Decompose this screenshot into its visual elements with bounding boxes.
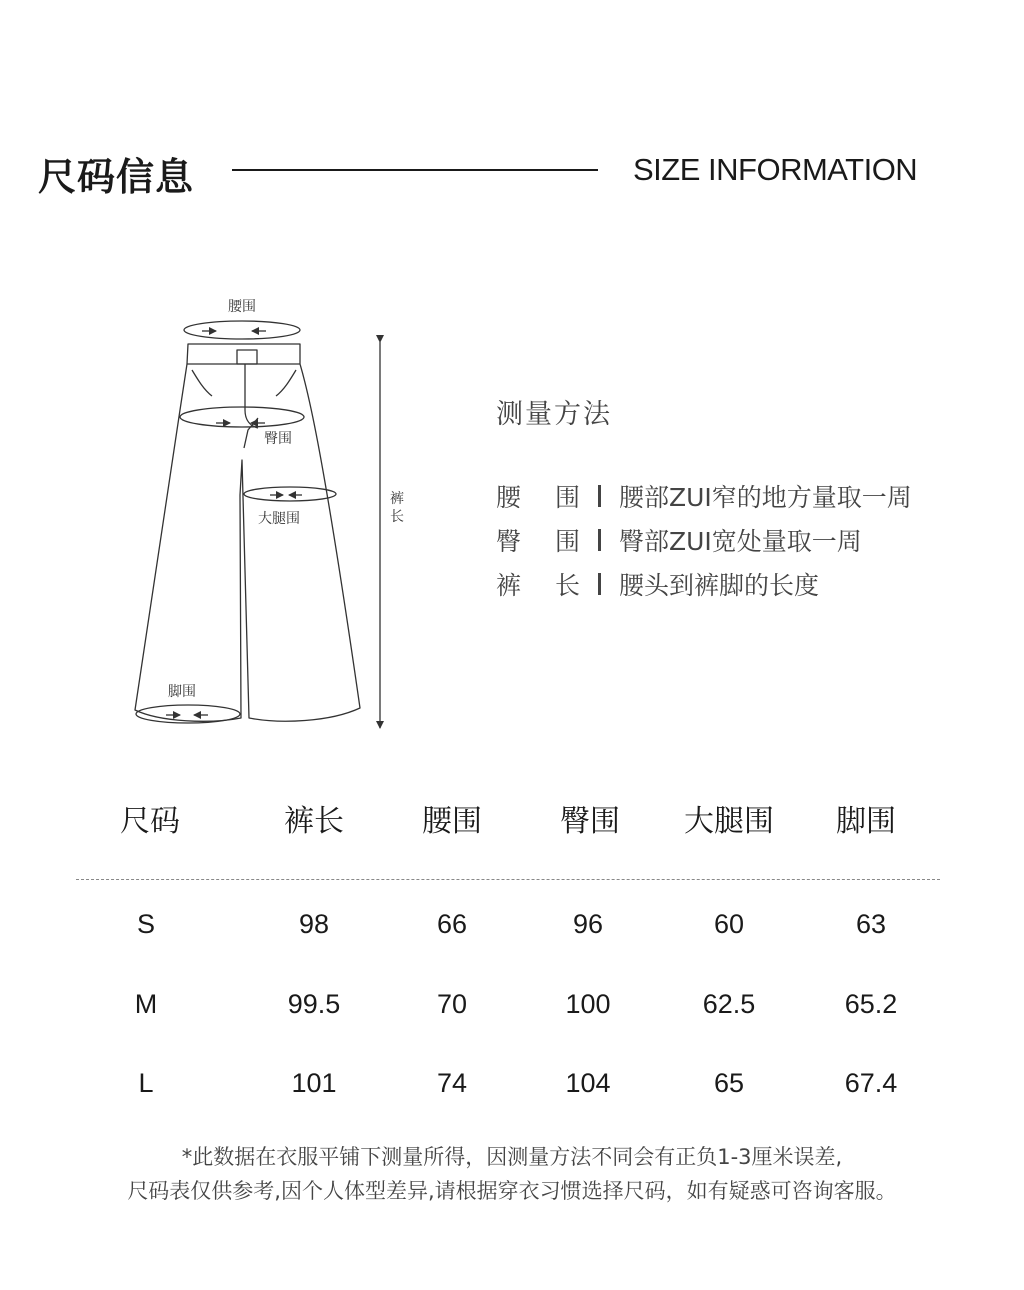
table-header-thigh: 大腿围: [684, 804, 774, 839]
table-cell: 60: [713, 909, 745, 939]
table-cell: 63: [855, 909, 887, 939]
method-description: 臀部ZUI宽处量取一周: [619, 527, 862, 556]
waist-ellipse: [184, 321, 300, 339]
waist-label: 腰围: [228, 299, 256, 315]
method-row-waist: [496, 478, 912, 514]
page-title: 尺码信息: [38, 155, 195, 199]
thigh-ellipse: [244, 487, 336, 501]
page-title-english: SIZE INFORMATION: [633, 152, 918, 187]
table-divider: [76, 879, 940, 880]
pants-measurement-diagram: [120, 290, 420, 740]
method-separator: [598, 485, 601, 507]
length-label-bottom: 长: [390, 509, 404, 525]
method-description: 腰部ZUI窄的地方量取一周: [619, 483, 912, 512]
footnote-line-1: *此数据在衣服平铺下测量所得，因测量方法不同会有正负1-3厘米误差,: [181, 1145, 843, 1169]
table-cell: 104: [565, 1068, 611, 1098]
table-header-hip: 臀围: [560, 804, 620, 839]
method-separator: [598, 573, 601, 595]
method-term-char: 臀: [496, 527, 522, 556]
method-term-char: 围: [554, 527, 580, 556]
method-term-char: 裤: [496, 571, 522, 600]
table-cell: 66: [436, 909, 468, 939]
table-cell: M: [134, 989, 158, 1019]
length-label-top: 裤: [390, 491, 404, 507]
right-pocket: [276, 370, 296, 396]
method-row-hip: [496, 522, 862, 558]
left-pocket: [192, 370, 212, 396]
fly-seam: [245, 364, 258, 428]
table-header-hem: 脚围: [836, 804, 896, 839]
table-cell: 65.2: [844, 989, 898, 1019]
method-term: [496, 522, 580, 558]
table-cell: 74: [436, 1068, 468, 1098]
table-cell: 98: [298, 909, 330, 939]
method-term-char: 长: [554, 571, 580, 600]
table-cell: 62.5: [702, 989, 756, 1019]
method-separator: [598, 529, 601, 551]
method-description: 腰头到裤脚的长度: [619, 571, 820, 600]
button-tab: [237, 350, 257, 364]
pants-outline: [135, 344, 360, 721]
table-header-waist: 腰围: [422, 804, 482, 839]
method-term: [496, 478, 580, 514]
thigh-label: 大腿围: [258, 511, 300, 527]
table-cell: 99.5: [287, 989, 341, 1019]
hem-label: 脚围: [168, 684, 196, 700]
method-term: [496, 566, 580, 602]
table-cell: 70: [436, 989, 468, 1019]
table-cell: 96: [572, 909, 604, 939]
table-cell: 65: [713, 1068, 745, 1098]
method-row-length: [496, 566, 819, 602]
table-cell: L: [138, 1068, 154, 1098]
table-cell: 67.4: [844, 1068, 898, 1098]
hip-label: 臀围: [264, 431, 292, 447]
method-term-char: 腰: [496, 483, 522, 512]
table-header-size: 尺码: [120, 804, 180, 839]
header-divider: [232, 169, 598, 171]
method-title: 测量方法: [496, 399, 612, 430]
table-header-length: 裤长: [284, 804, 344, 839]
table-cell: S: [136, 909, 156, 939]
table-cell: 100: [565, 989, 611, 1019]
footnote-line-2: 尺码表仅供参考,因个人体型差异,请根据穿衣习惯选择尺码，如有疑惑可咨询客服。: [127, 1179, 897, 1203]
method-term-char: 围: [554, 483, 580, 512]
table-cell: 101: [291, 1068, 337, 1098]
hip-ellipse: [180, 407, 304, 427]
